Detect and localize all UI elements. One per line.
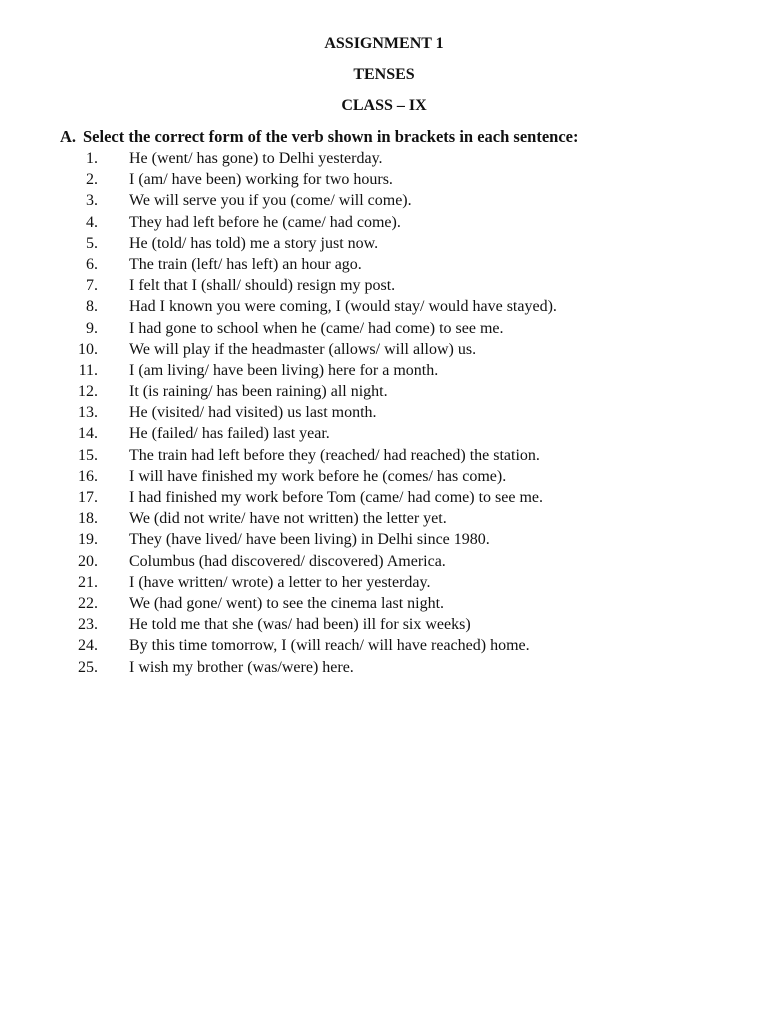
question-text: He (failed/ has failed) last year. [129,425,330,443]
question-text: I wish my brother (was/were) here. [129,658,354,676]
question-text: I had finished my work before Tom (came/ had come) to see me. [129,489,543,506]
question-number: 17. [78,489,98,506]
question-number: 12. [78,383,98,401]
question-number: 16. [78,467,98,485]
question-text: I will have finished my work before he (comes/ has come). [129,467,507,485]
question-number: 23. [78,616,98,634]
question-number: 22. [78,594,98,612]
subject-title: TENSES [353,66,415,83]
question-number: 10. [78,340,98,358]
question-text: They had left before he (came/ had come). [129,213,401,231]
question-number: 2. [86,171,98,189]
question-number: 5. [86,234,98,252]
question-number: 1. [86,150,98,167]
question-number: 19. [78,531,98,549]
question-text: I felt that I (shall/ should) resign my post. [129,277,396,295]
question-number: 6. [86,255,98,273]
question-text: We (did not write/ have not written) the letter yet. [129,510,447,528]
section-marker: A. [60,127,77,146]
question-number: 14. [78,425,98,443]
question-text: The train (left/ has left) an hour ago. [129,255,362,273]
question-text: He told me that she (was/ had been) ill for six weeks) [129,616,471,634]
question-text: Columbus (had discovered/ discovered) America. [129,552,446,570]
question-text: The train had left before they (reached/ had reached) the station. [129,446,540,464]
assignment-title: ASSIGNMENT 1 [324,35,444,52]
question-number: 9. [86,319,98,337]
question-text: He (went/ has gone) to Delhi yesterday. [129,150,383,167]
question-text: I (have written/ wrote) a letter to her yesterday. [129,573,431,591]
question-text: By this time tomorrow, I (will reach/ will have reached) home. [129,637,530,655]
question-text: Had I known you were coming, I (would stay/ would have stayed). [129,298,557,316]
question-number: 4. [86,213,98,231]
question-text: We will serve you if you (come/ will come). [129,192,412,210]
question-text: I (am living/ have been living) here for a month. [129,361,439,379]
question-text: I (am/ have been) working for two hours. [129,171,393,189]
section-instruction-text: Select the correct form of the verb shown in brackets in each sentence: [83,127,579,146]
question-number: 3. [86,192,98,210]
question-number: 18. [78,510,98,528]
question-text: He (visited/ had visited) us last month. [129,404,377,422]
question-number: 25. [78,658,98,676]
question-text: We will play if the headmaster (allows/ will allow) us. [129,340,477,358]
question-number: 7. [86,277,98,295]
question-text: We (had gone/ went) to see the cinema last night. [129,594,445,612]
question-number: 13. [78,404,98,422]
question-text: I had gone to school when he (came/ had come) to see me. [129,319,504,337]
class-title: CLASS – IX [341,97,427,114]
question-number: 24. [78,637,98,655]
question-text: He (told/ has told) me a story just now. [129,234,379,252]
question-number: 15. [78,446,98,464]
question-number: 20. [78,552,98,570]
section-instruction [60,127,579,147]
question-number: 21. [78,573,98,591]
question-number: 11. [78,361,98,379]
question-text: It (is raining/ has been raining) all night. [129,383,388,401]
question-number: 8. [86,298,98,316]
question-text: They (have lived/ have been living) in Delhi since 1980. [129,531,490,549]
